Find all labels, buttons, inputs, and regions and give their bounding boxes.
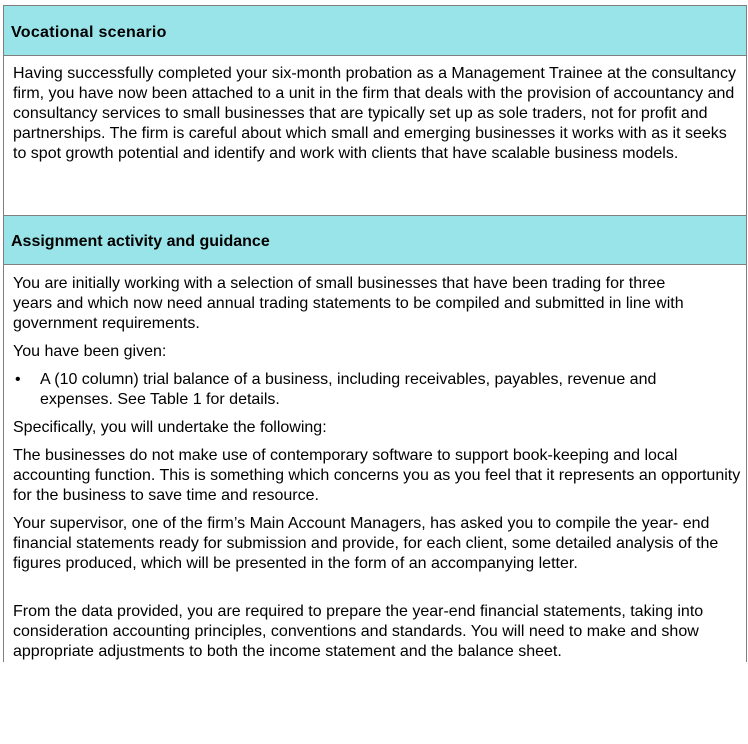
given-label: You have been given: xyxy=(13,343,167,360)
vocational-scenario-text: Having successfully completed your six-month probation as a Management Trainee at the consultancy firm, you have now been attached to a unit in the firm that deals with the provision of accountancy and consultancy services to small businesses that are typically set up as sole traders, not for profit and partnerships. The firm is careful about which small and emerging businesses it works with as it seeks to spot growth potential and identify and work with clients that have scalable business models. xyxy=(13,65,737,162)
vocational-scenario-header xyxy=(4,6,746,56)
assignment-activity-body xyxy=(4,265,746,662)
undertake-label: Specifically, you will undertake the following: xyxy=(13,419,327,436)
given-list-item xyxy=(13,370,743,410)
vocational-scenario-title: Vocational scenario xyxy=(11,23,167,41)
activity-intro-text: You are initially working with a selection of small businesses that have been trading for three years and which now need annual trading statements to be compiled and submitted in line with government requirements. xyxy=(13,275,684,332)
vocational-scenario-body xyxy=(4,56,746,215)
assignment-activity-title: Assignment activity and guidance xyxy=(11,233,270,250)
assignment-brief-table xyxy=(3,5,747,662)
bullet-icon: • xyxy=(15,371,21,388)
supervisor-paragraph: Your supervisor, one of the firm’s Main Account Managers, has asked you to compile the year- end financial statements ready for submission and provide, for each client, some detailed analysis of the figures produced, which will be presented in the form of an accompanying letter. xyxy=(13,515,719,572)
given-item-text: A (10 column) trial balance of a business, including receivables, payables, revenue and expenses. See Table 1 for details. xyxy=(40,371,657,408)
final-paragraph: From the data provided, you are required to prepare the year-end financial statements, taking into consideration accounting principles, conventions and standards. You will need to make and show appropriate adjustments to both the income statement and the balance sheet. xyxy=(13,603,704,660)
software-paragraph: The businesses do not make use of contemporary software to support book-keeping and local accounting function. This is something which concerns you as you feel that it represents an opportunity for the business to save time and resource. xyxy=(13,447,741,504)
blank-line xyxy=(13,582,743,602)
assignment-activity-header xyxy=(4,215,746,265)
